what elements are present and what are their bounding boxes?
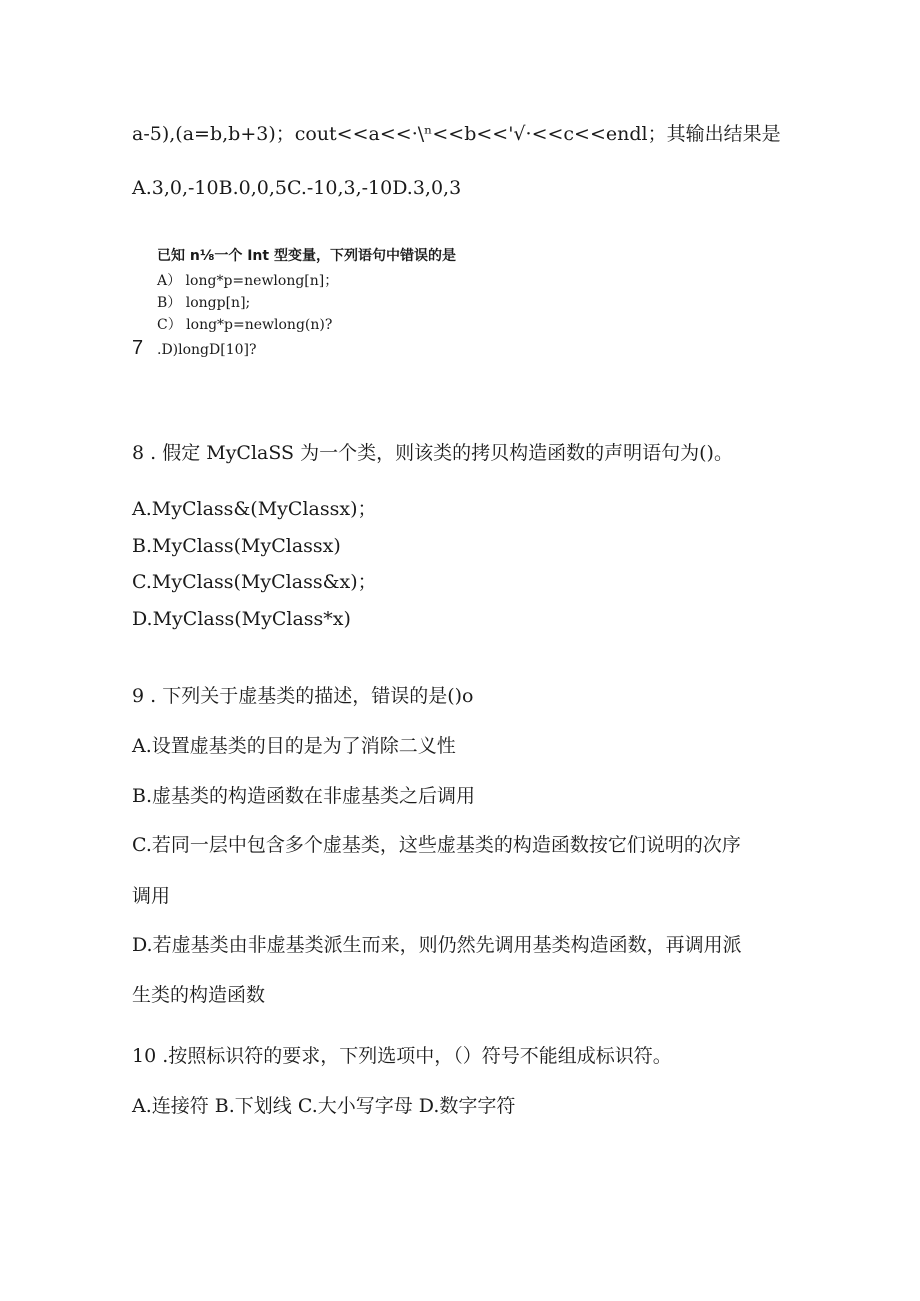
q9-option-a: A.设置虚基类的目的是为了消除二义性 <box>132 735 456 757</box>
q9-option-d: D.若虚基类由非虚基类派生而来，则仍然先调用基类构造函数，再调用派 <box>132 934 742 956</box>
q7-question: 已知 n⅛一个 Int 型变量，下列语句中错误的是 <box>157 248 456 264</box>
q9-option-c: C.若同一层中包含多个虚基类，这些虚基类的构造函数按它们说明的次序 <box>132 834 741 856</box>
q7-option-d: .D)longD[10]? <box>157 342 257 358</box>
q7-option-a: A） long*p=newlong[n]； <box>157 273 339 289</box>
q9-option-b: B.虚基类的构造函数在非虚基类之后调用 <box>132 785 476 807</box>
q7-option-c: C） long*p=newlong(n)? <box>157 317 333 333</box>
q9-question: 9 . 下列关于虚基类的描述，错误的是()o <box>132 685 474 707</box>
q6-options: A.3,0,-10B.0,0,5C.-10,3,-10D.3,0,3 <box>132 177 462 199</box>
q8-option-c: C.MyClass(MyClass&x)； <box>132 571 377 593</box>
q7-number: 7 <box>132 337 144 359</box>
q8-question: 8 . 假定 MyClaSS 为一个类，则该类的拷贝构造函数的声明语句为()。 <box>132 442 733 464</box>
q6-code-line: a-5),(a=b,b+3)；cout<<a<<·\ⁿ<<b<<'√·<<c<<endl；其输出结果是 <box>132 123 781 145</box>
q9-option-c-cont: 调用 <box>132 885 171 907</box>
q10-question: 10 .按照标识符的要求，下列选项中，（）符号不能组成标识符。 <box>132 1045 672 1067</box>
q7-option-b: B） longp[n]; <box>157 295 251 311</box>
q9-option-d-cont: 生类的构造函数 <box>132 984 266 1006</box>
q8-option-d: D.MyClass(MyClass*x) <box>132 608 351 630</box>
q8-option-b: B.MyClass(MyClassx) <box>132 535 341 557</box>
q10-options: A.连接符 B.下划线 C.大小写字母 D.数字字符 <box>132 1095 516 1117</box>
q8-option-a: A.MyClass&(MyClassx)； <box>132 498 377 520</box>
